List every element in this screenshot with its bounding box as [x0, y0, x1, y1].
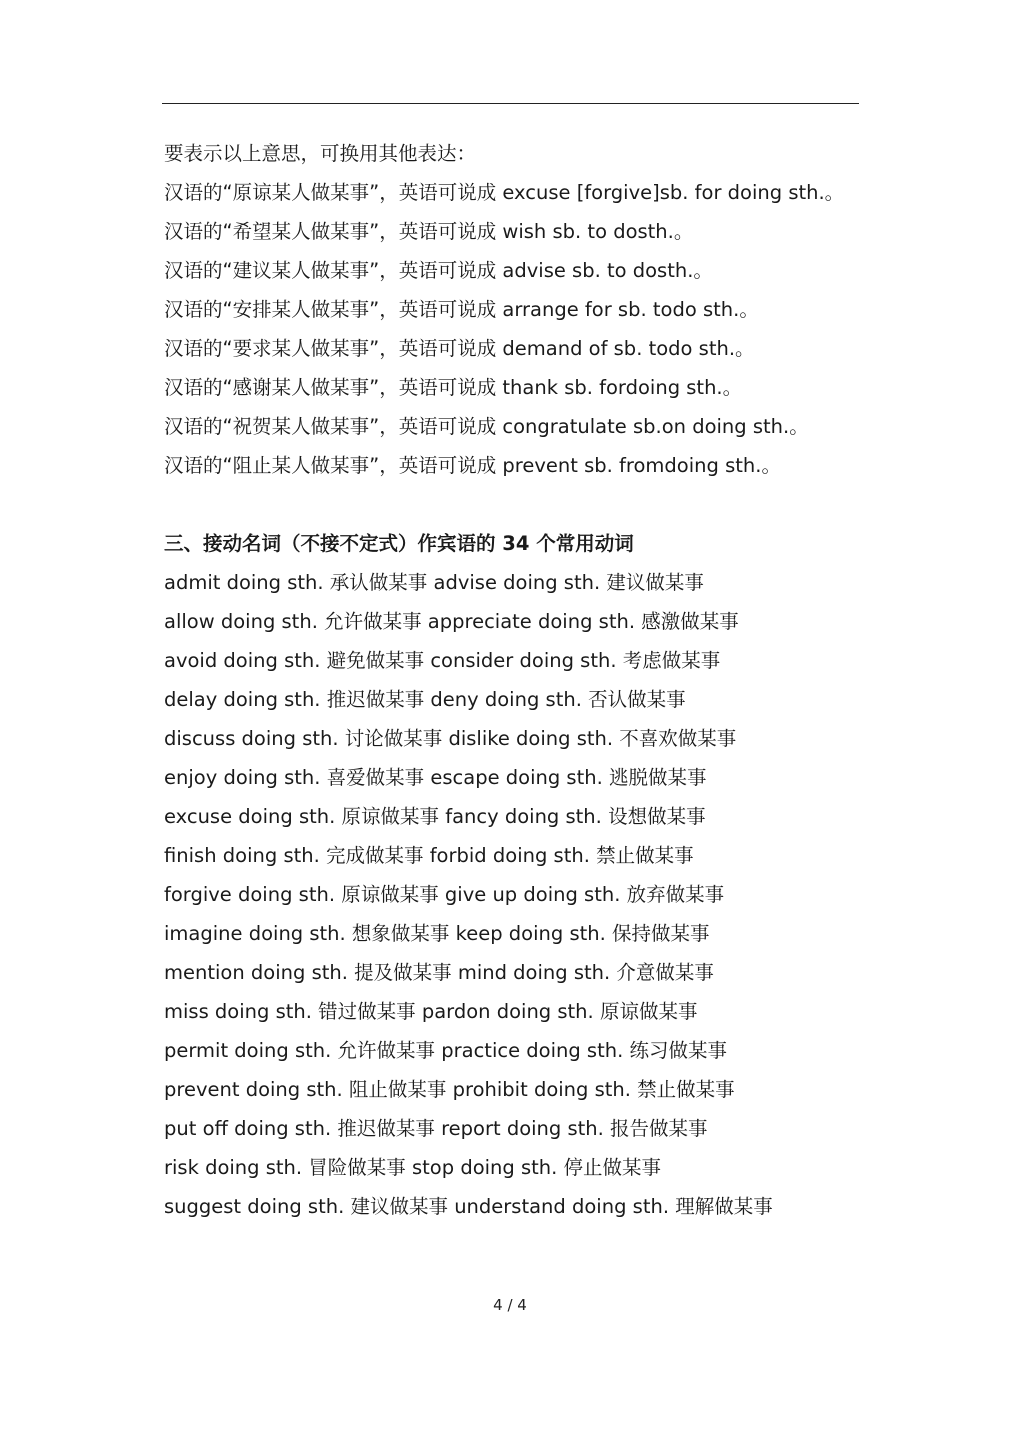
expression-line: 汉语的“建议某人做某事”，英语可说成 advise sb. to dosth.。 [164, 259, 713, 282]
verb-line: permit doing sth. 允许做某事 practice doing sth. 练习做某事 [164, 1039, 727, 1062]
document-body [164, 134, 854, 1226]
verb-line: miss doing sth. 错过做某事 pardon doing sth. 原谅做某事 [164, 1000, 698, 1023]
intro-lead: 要表示以上意思，可换用其他表达： [164, 142, 477, 165]
verb-line: excuse doing sth. 原谅做某事 fancy doing sth. 设想做某事 [164, 805, 706, 828]
verb-line: mention doing sth. 提及做某事 mind doing sth. 介意做某事 [164, 961, 714, 984]
expression-line: 汉语的“阻止某人做某事”，英语可说成 prevent sb. fromdoing sth.。 [164, 454, 781, 477]
header-rule [162, 103, 859, 104]
expression-line: 汉语的“要求某人做某事”，英语可说成 demand of sb. todo sth.。 [164, 337, 755, 360]
section-heading: 三、接动名词（不接不定式）作宾语的 34 个常用动词 [164, 532, 634, 555]
verb-line: finish doing sth. 完成做某事 forbid doing sth. 禁止做某事 [164, 844, 694, 867]
verb-line: prevent doing sth. 阻止做某事 prohibit doing sth. 禁止做某事 [164, 1078, 735, 1101]
expression-line: 汉语的“感谢某人做某事”，英语可说成 thank sb. fordoing sth.。 [164, 376, 743, 399]
verb-line: imagine doing sth. 想象做某事 keep doing sth. 保持做某事 [164, 922, 710, 945]
verb-line: delay doing sth. 推迟做某事 deny doing sth. 否认做某事 [164, 688, 686, 711]
paragraph-gap [164, 485, 854, 524]
verb-line: put off doing sth. 推迟做某事 report doing sth. 报告做某事 [164, 1117, 708, 1140]
verb-line: allow doing sth. 允许做某事 appreciate doing sth. 感激做某事 [164, 610, 739, 633]
expression-line: 汉语的“安排某人做某事”，英语可说成 arrange for sb. todo sth.。 [164, 298, 759, 321]
page-number: 4 / 4 [493, 1296, 527, 1314]
verb-line: admit doing sth. 承认做某事 advise doing sth. 建议做某事 [164, 571, 704, 594]
expression-line: 汉语的“原谅某人做某事”，英语可说成 excuse [forgive]sb. for doing sth.。 [164, 181, 845, 204]
verb-line: risk doing sth. 冒险做某事 stop doing sth. 停止做某事 [164, 1156, 662, 1179]
expression-line: 汉语的“祝贺某人做某事”，英语可说成 congratulate sb.on doing sth.。 [164, 415, 809, 438]
verb-line: suggest doing sth. 建议做某事 understand doing sth. 理解做某事 [164, 1195, 773, 1218]
verb-line: discuss doing sth. 讨论做某事 dislike doing sth. 不喜欢做某事 [164, 727, 737, 750]
verb-line: forgive doing sth. 原谅做某事 give up doing sth. 放弃做某事 [164, 883, 725, 906]
verb-line: avoid doing sth. 避免做某事 consider doing sth. 考虑做某事 [164, 649, 721, 672]
expression-line: 汉语的“希望某人做某事”，英语可说成 wish sb. to dosth.。 [164, 220, 694, 243]
verb-line: enjoy doing sth. 喜爱做某事 escape doing sth. 逃脱做某事 [164, 766, 707, 789]
